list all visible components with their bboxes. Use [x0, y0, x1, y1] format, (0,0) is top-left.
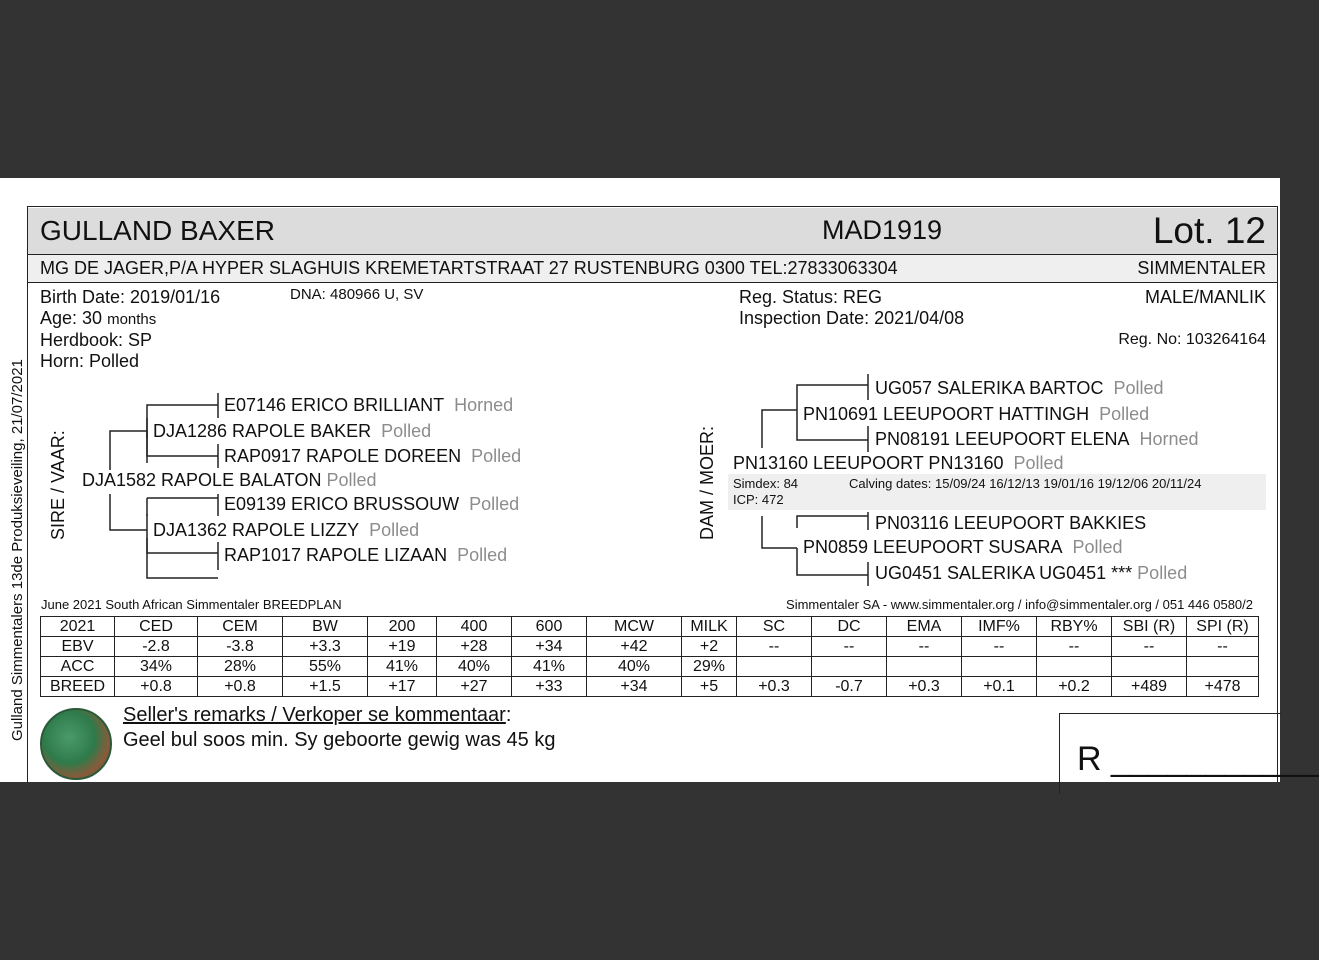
contact-info: Simmentaler SA - www.simmentaler.org / info@simmentaler.org / 051 446 0580/2 [786, 597, 1253, 612]
dam-gg-3-name: PN03116 LEEUPOORT BAKKIES [875, 513, 1147, 533]
reg-status: Reg. Status: REG [739, 287, 883, 307]
dam-gg-1-name: UG057 SALERIKA BARTOC [875, 378, 1104, 398]
breed-name: SIMMENTALER [1137, 258, 1266, 278]
table-cell: -2.8 [115, 637, 198, 657]
sire-g-1-name: DJA1286 RAPOLE BAKER [153, 421, 372, 441]
table-cell: +34 [587, 677, 682, 697]
sire [82, 470, 377, 491]
remarks-colon: : [505, 704, 512, 726]
col-header: EMA [887, 617, 962, 637]
table-cell: 40% [587, 657, 682, 677]
table-cell: +478 [1187, 677, 1259, 697]
horn-status: Horn: Polled [40, 351, 140, 371]
breedplan-title: June 2021 South African Simmentaler BREEDPLAN [41, 597, 342, 612]
sire-gg-4-horn: Polled [457, 545, 508, 565]
table-cell: 34% [115, 657, 198, 677]
dam-icp: ICP: 472 [733, 492, 784, 507]
age-unit: months [107, 311, 157, 328]
table-cell: 29% [682, 657, 737, 677]
col-header: CEM [198, 617, 283, 637]
table-cell: 41% [512, 657, 587, 677]
col-header: SC [737, 617, 812, 637]
table-cell: -- [1187, 637, 1259, 657]
dam-gg-2-horn: Horned [1139, 429, 1199, 449]
remarks-title: Seller's remarks / Verkoper se kommentaar [123, 704, 506, 726]
sire-horn: Polled [326, 470, 377, 490]
table-cell: 40% [437, 657, 512, 677]
ebv-header-row [41, 617, 1259, 637]
table-cell: BREED [41, 677, 115, 697]
price-field[interactable]: R ___________ [1077, 740, 1319, 778]
dam-gg-2 [875, 429, 1199, 450]
table-cell [812, 657, 887, 677]
col-header: BW [283, 617, 368, 637]
table-cell: +28 [437, 637, 512, 657]
col-header: SPI (R) [1187, 617, 1259, 637]
sire-name: DJA1582 RAPOLE BALATON [82, 470, 322, 490]
simmentaler-logo-icon [40, 708, 112, 780]
dam-gg-4-name: UG0451 SALERIKA UG0451 *** [875, 563, 1133, 583]
table-cell: +3.3 [283, 637, 368, 657]
col-header: 2021 [41, 617, 115, 637]
col-header: CED [115, 617, 198, 637]
table-cell: -- [1037, 637, 1112, 657]
dam-gg-2-name: PN08191 LEEUPOORT ELENA [875, 429, 1130, 449]
table-cell: +0.3 [737, 677, 812, 697]
dam-gg-1-horn: Polled [1113, 378, 1164, 398]
dam-simdex: Simdex: 84 [733, 476, 799, 491]
table-cell: -- [887, 637, 962, 657]
side-caption: Gulland Simmentalers 13de Produksieveiling, 21/07/2021 [9, 359, 26, 741]
col-header: DC [812, 617, 887, 637]
table-cell: +42 [587, 637, 682, 657]
dam-g-1-name: PN10691 LEEUPOORT HATTINGH [803, 404, 1090, 424]
col-header: 200 [368, 617, 437, 637]
table-cell: +0.8 [115, 677, 198, 697]
animal-id: MAD1919 [822, 215, 943, 245]
dna-info: DNA: 480966 U, SV [290, 286, 424, 303]
dam [733, 453, 1064, 474]
sire-gg-3-horn: Polled [469, 494, 520, 514]
animal-name: GULLAND BAXER [40, 215, 275, 246]
dam-g-2 [803, 537, 1123, 558]
sex: MALE/MANLIK [1144, 287, 1266, 307]
table-cell: 55% [283, 657, 368, 677]
table-cell: +489 [1112, 677, 1187, 697]
dam-label: DAM / MOER: [697, 425, 717, 540]
sire-gg-1-name: E07146 ERICO BRILLIANT [224, 395, 445, 415]
table-cell: ACC [41, 657, 115, 677]
dam-name: PN13160 LEEUPOORT PN13160 [733, 453, 1004, 473]
dam-gg-1 [875, 378, 1164, 399]
lot-number: Lot. 12 [1152, 210, 1266, 251]
sire-g-2-horn: Polled [369, 520, 420, 540]
dam-gg-3 [875, 513, 1146, 534]
birth-date: Birth Date: 2019/01/16 [40, 287, 221, 307]
table-cell: +33 [512, 677, 587, 697]
col-header: 600 [512, 617, 587, 637]
table-cell [737, 657, 812, 677]
table-cell [1187, 657, 1259, 677]
sire-gg-4 [224, 545, 507, 566]
dam-g-2-name: PN0859 LEEUPOORT SUSARA [803, 537, 1063, 557]
sire-gg-1-horn: Horned [454, 395, 514, 415]
table-cell [887, 657, 962, 677]
owner-address: MG DE JAGER,P/A HYPER SLAGHUIS KREMETARTSTRAAT 27 RUSTENBURG 0300 TEL:27833063304 [40, 258, 898, 278]
inspection-date: Inspection Date: 2021/04/08 [739, 308, 965, 328]
table-cell: 28% [198, 657, 283, 677]
col-header: MCW [587, 617, 682, 637]
table-cell: +19 [368, 637, 437, 657]
remarks-heading [123, 704, 511, 727]
remarks-text: Geel bul soos min. Sy geboorte gewig was 45 kg [123, 729, 556, 751]
table-cell: +0.1 [962, 677, 1037, 697]
sire-g-1-horn: Polled [381, 421, 432, 441]
sire-gg-2-name: RAP0917 RAPOLE DOREEN [224, 446, 462, 466]
col-header: RBY% [1037, 617, 1112, 637]
ebv-row [41, 637, 1259, 657]
table-cell: +0.3 [887, 677, 962, 697]
table-cell: +27 [437, 677, 512, 697]
dam-g-1 [803, 404, 1149, 425]
table-cell: +34 [512, 637, 587, 657]
col-header: MILK [682, 617, 737, 637]
table-cell: -0.7 [812, 677, 887, 697]
table-cell: -- [812, 637, 887, 657]
table-cell: -- [737, 637, 812, 657]
table-cell: 41% [368, 657, 437, 677]
table-cell: -- [962, 637, 1037, 657]
herdbook: Herdbook: SP [40, 330, 153, 350]
sire-g-2-name: DJA1362 RAPOLE LIZZY [153, 520, 360, 540]
table-cell: +5 [682, 677, 737, 697]
age-value: Age: 30 [40, 308, 103, 328]
dam-calving-dates: Calving dates: 15/09/24 16/12/13 19/01/16 19/12/06 20/11/24 [849, 476, 1202, 491]
sire-label: SIRE / VAAR: [48, 430, 68, 540]
sire-gg-2-horn: Polled [471, 446, 522, 466]
table-cell [1112, 657, 1187, 677]
table-cell: -- [1112, 637, 1187, 657]
table-cell [1037, 657, 1112, 677]
breed-row [41, 677, 1259, 697]
sire-gg-2 [224, 446, 521, 467]
acc-row [41, 657, 1259, 677]
table-cell [962, 657, 1037, 677]
table-cell: +0.8 [198, 677, 283, 697]
table-cell: EBV [41, 637, 115, 657]
sire-gg-3-name: E09139 ERICO BRUSSOUW [224, 494, 460, 514]
dam-g-1-horn: Polled [1099, 404, 1150, 424]
dam-g-2-horn: Polled [1072, 537, 1123, 557]
dam-horn: Polled [1013, 453, 1064, 473]
ebv-table [40, 616, 1259, 697]
table-cell: +2 [682, 637, 737, 657]
sire-gg-3 [224, 494, 519, 515]
col-header: 400 [437, 617, 512, 637]
col-header: IMF% [962, 617, 1037, 637]
sire-g-1 [153, 421, 431, 442]
col-header: SBI (R) [1112, 617, 1187, 637]
table-cell: +1.5 [283, 677, 368, 697]
table-cell: -3.8 [198, 637, 283, 657]
dam-gg-4-horn: Polled [1137, 563, 1188, 583]
table-cell: +17 [368, 677, 437, 697]
lot-card [0, 178, 1319, 782]
table-cell: +0.2 [1037, 677, 1112, 697]
reg-number: Reg. No: 103264164 [1118, 331, 1266, 348]
sire-g-2 [153, 520, 419, 541]
sire-gg-1 [224, 395, 513, 416]
dam-gg-4 [875, 563, 1187, 584]
sire-gg-4-name: RAP1017 RAPOLE LIZAAN [224, 545, 448, 565]
